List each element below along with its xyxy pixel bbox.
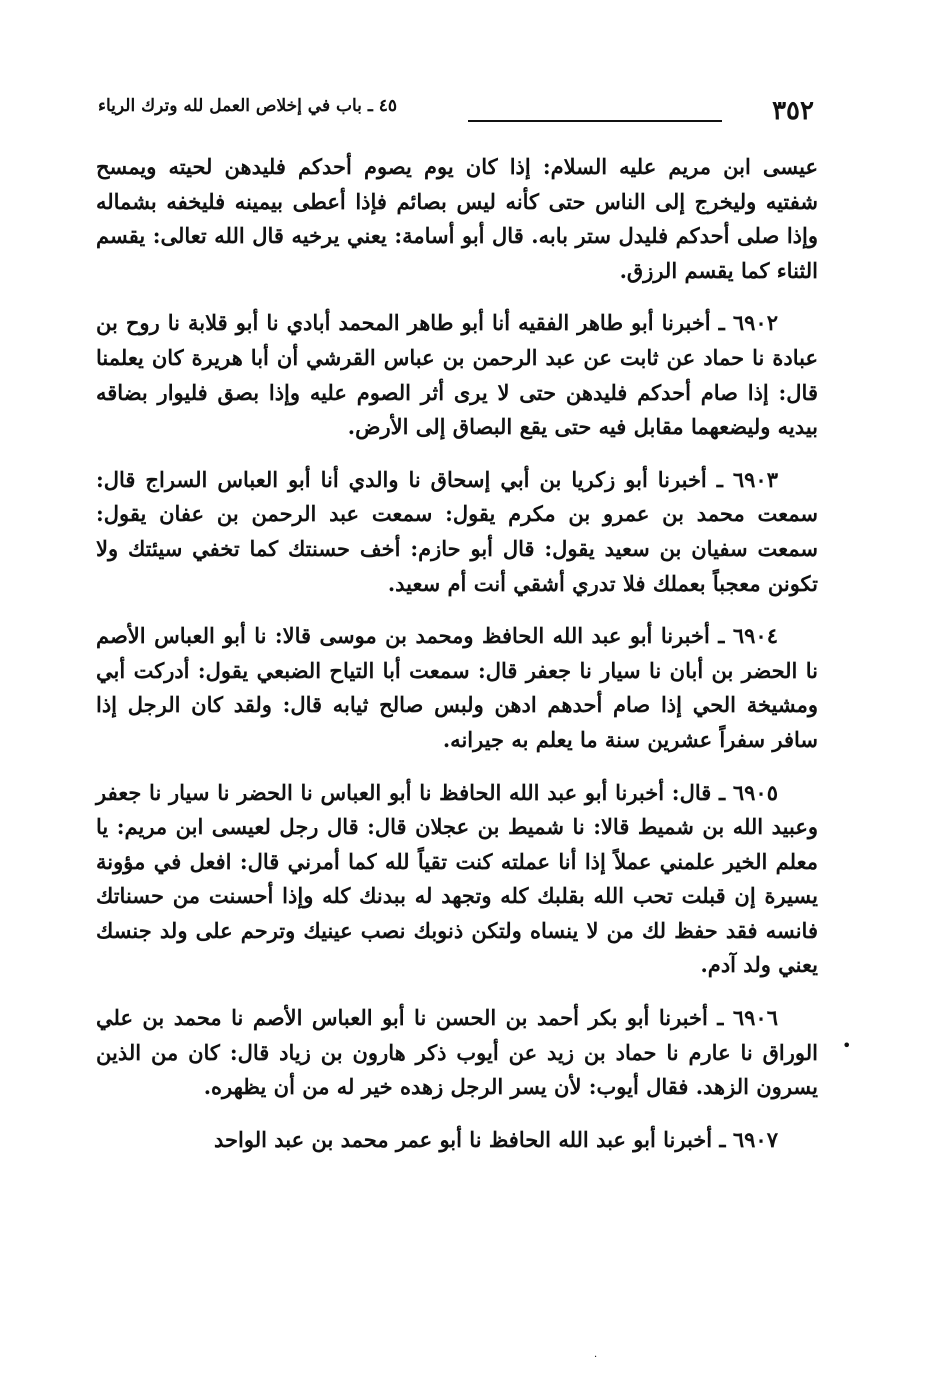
paragraph-6906: ٦٩٠٦ ـ أخبرنا أبو بكر أحمد بن الحسن نا أبو العباس الأصم نا محمد بن علي الوراق نا عارم نا حماد بن زيد عن أيوب ذكر هارون بن زياد قال: كان من الذين يسرون الزهد. فقال أيوب: لأن يسر الرجل زهده خير له من أن يظهره. <box>96 1005 818 1100</box>
paragraph-6904: ٦٩٠٤ ـ أخبرنا أبو عبد الله الحافظ ومحمد بن موسى قالا: نا أبو العباس الأصم نا الحضر بن أبان نا سيار نا جعفر قال: سمعت أبا التياح الضبعي يقول: أدركت أبي ومشيخة الحي إذا صام أحدهم ادهن ولبس صالح ثيابه قال: ولقد كان الرجل إذا سافر سفراً عشرين سنة ما يعلم به جيرانه. <box>96 623 818 752</box>
page-header <box>98 92 814 132</box>
paragraph-6905: ٦٩٠٥ ـ قال: أخبرنا أبو عبد الله الحافظ نا أبو العباس نا الحضر نا سيار نا جعفر وعبيد الله بن شميط قالا: نا شميط بن عجلان قال: قال رجل لعيسى ابن مريم: يا معلم الخير علمني عملاً إذا أنا عملته كنت تقياً لله كما أمرني قال: افعل في مؤونة يسيرة إن قبلت تحب الله بقلبك كله وتجهد له ببدنك كله وإذا أحسنت من حسناتك فانسه فقد حفظ لك من لا ينساه ولتكن ذنوبك نصب عينيك وترحم على ولد جنسك يعني ولد آدم. <box>96 779 818 978</box>
margin-mark: • <box>842 1036 852 1055</box>
paragraph-6907: ٦٩٠٧ ـ أخبرنا أبو عبد الله الحافظ نا أبو عمر محمد بن عبد الواحد <box>214 1126 778 1152</box>
header-rule <box>468 120 722 122</box>
paragraph-6903: ٦٩٠٣ ـ أخبرنا أبو زكريا بن أبي إسحاق نا والدي أنا أبو العباس السراج قال: سمعت محمد بن عمرو بن مكرم يقول: سمعت عبد الرحمن بن عفان يقول: سمعت سفيان بن سعيد يقول: قال أبو حازم: أخف حسنتك كما تخفي سيئتك ولا تكونن معجباً بعملك فلا تدري أشقي أنت أم سعيد. <box>96 466 818 596</box>
page-number: ٣٥٢ <box>772 96 814 126</box>
chapter-title: ٤٥ ـ باب في إخلاص العمل لله وترك الرياء <box>98 96 397 116</box>
paragraph-6902: ٦٩٠٢ ـ أخبرنا أبو طاهر الفقيه أنا أبو طاهر المحمد أبادي نا أبو قلابة نا روح بن عبادة نا حماد عن ثابت عن عبد الرحمن بن عباس القرشي أن أبا هريرة كان يعلمنا قال: إذا صام أحدكم فليدهن حتى لا يرى أثر الصوم عليه وإذا بصق فليوار بضاقه بيديه وليضعهما مقابل فيه حتى يقع البصاق إلى الأرض. <box>96 310 818 440</box>
page-body <box>96 150 818 1175</box>
bottom-mark: · <box>594 1352 598 1363</box>
paragraph-continuation: عيسى ابن مريم عليه السلام: إذا كان يوم يصوم أحدكم فليدهن لحيته ويمسح شفتيه وليخرج إلى الناس حتى كأنه ليس بصائم فإذا أعطى بيمينه فليخفه بشماله وإذا صلى أحدكم فليدل ستر بابه. قال أبو أسامة: يعني يرخيه قال الله تعالى: يقسم الثناء كما يقسم الرزق. <box>96 154 818 283</box>
